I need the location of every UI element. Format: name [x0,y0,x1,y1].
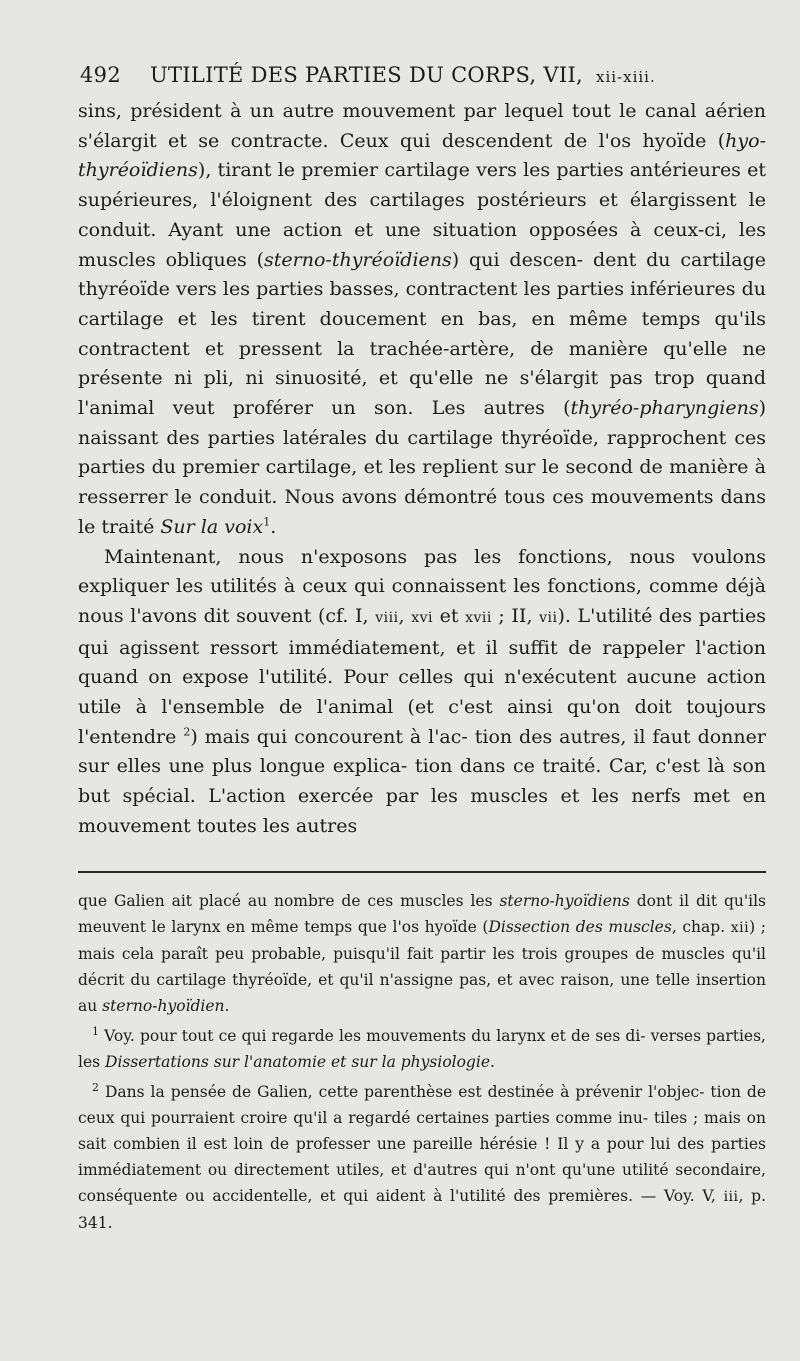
roman-numeral: xvi [411,609,433,626]
footnote-ref-1[interactable]: 1 [263,515,271,529]
text-run: Voy. pour tout ce qui regarde les mouvements du larynx et de ses di- verses parties, les [78,1027,766,1071]
italic-term: sterno-hyoïdiens [499,892,630,910]
italic-term: sterno-thyréoïdiens [264,248,452,271]
footnote-marker: 2 [92,1080,99,1094]
text-run: ), tirant le premier cartilage vers les parties antérieures et supérieures, l'éloignent des cartilages postérieurs et élargissent le conduit. Ayant une action et une situation opposées à ceux-ci, les muscles obliques ( [78,159,766,271]
text-run: dont il dit qu'ils meuvent le larynx en même temps que l'os hyoïde ( [78,892,766,936]
footnote-divider [78,871,766,873]
roman-numeral: xii [730,920,750,936]
italic-title: Dissection des muscles [488,918,672,936]
running-title: UTILITÉ DES PARTIES DU CORPS, VII, [149,63,584,87]
roman-numeral: xvii [465,609,492,626]
text-run: , p. 341. [78,1187,766,1232]
italic-title: Dissertations sur l'anatomie et sur la physiologie [105,1053,490,1071]
text-run: . [270,515,277,538]
main-text [78,97,766,842]
text-run: . [224,997,230,1015]
text-run: , chap. [671,918,731,936]
footnote-2 [78,1079,766,1236]
page-number: 492 [80,63,121,87]
running-header [80,63,700,87]
text-run: ) ; mais cela paraît peu probable, puisqu'il fait partir les trois groupes de muscles qu'il décrit du cartilage thyréoïde, et qu'il n'assigne pas, et avec raison, une telle insertion au [78,918,767,1015]
italic-term: thyréo-pharyngiens [570,397,759,420]
text-run: sins, président à un autre mouvement par lequel tout le canal aérien s'élargit et se contracte. Ceux qui descendent de l'os hyoïde ( [78,100,766,152]
text-run: Dans la pensée de Galien, cette parenthèse est destinée à prévenir l'objec- tion de ceux qui pourraient croire qu'il a regardé certaines parties comme inu- tiles ; mais on sait combien il est loin de professer une pareille hérésie ! Il y a pour lui des parties immédiatement ou directement utiles, et d'autres qui n'ont qu'une utilité secondaire, conséquente ou accidentelle, et qui aident à l'utilité des premières. — Voy. V, [78,1083,766,1205]
text-run: et [432,604,466,627]
text-run: ) naissant des parties latérales du cartilage thyréoïde, rapprochent ces parties du premier cartilage, et les replient sur le second de manière à resserrer le conduit. Nous avons démontré tous ces mouvements dans le traité [78,397,766,538]
italic-title: Sur la voix [160,515,264,538]
text-run: . [490,1053,495,1071]
paragraph-2 [78,543,766,842]
running-section: xii-xiii. [596,68,656,86]
italic-term: hyo-thyréoïdiens [78,129,766,182]
text-run: , [398,604,412,627]
footnotes [78,888,766,1236]
roman-numeral: vii [539,609,558,626]
footnote-continuation [78,888,766,1019]
footnote-1 [78,1023,766,1075]
text-run: Maintenant, nous n'exposons pas les fonctions, nous voulons expliquer les utilités à ceux qui connaissent les fonctions, comme déjà nous l'avons dit souvent (cf. I, [78,545,766,627]
roman-numeral: iii [723,1189,739,1205]
paragraph-1 [78,97,766,543]
text-run: ) qui descen- dent du cartilage thyréoïde vers les parties basses, contractent les parties inférieures du cartilage et les tirent doucement en bas, en même temps qu'ils contractent et pressent la trachée-artère, de manière qu'elle ne présente ni pli, ni sinuosité, et qu'elle ne s'élargit pas trop quand l'animal veut proférer un son. Les autres ( [78,248,766,420]
text-run: que Galien ait placé au nombre de ces muscles les [78,892,500,910]
text-run: ) mais qui concourent à l'ac- tion des autres, il faut donner sur elles une plus longue explica- tion dans ce traité. Car, c'est là son but spécial. L'action exercée par les muscles et les nerfs met en mouvement toutes les autres [78,725,766,837]
roman-numeral: viii [375,609,399,626]
footnote-marker: 1 [92,1024,99,1038]
italic-term: sterno-hyoïdien [102,997,225,1015]
text-run: ). L'utilité des parties qui agissent ressort immédiatement, et il suffit de rappeler l'action quand on expose l'utilité. Pour celles qui n'exécutent aucune action utile à l'ensemble de l'animal (et c'est ainsi qu'on doit toujours l'entendre [78,604,766,748]
text-run: ; II, [491,604,540,627]
footnote-ref-2[interactable]: 2 [183,725,191,739]
